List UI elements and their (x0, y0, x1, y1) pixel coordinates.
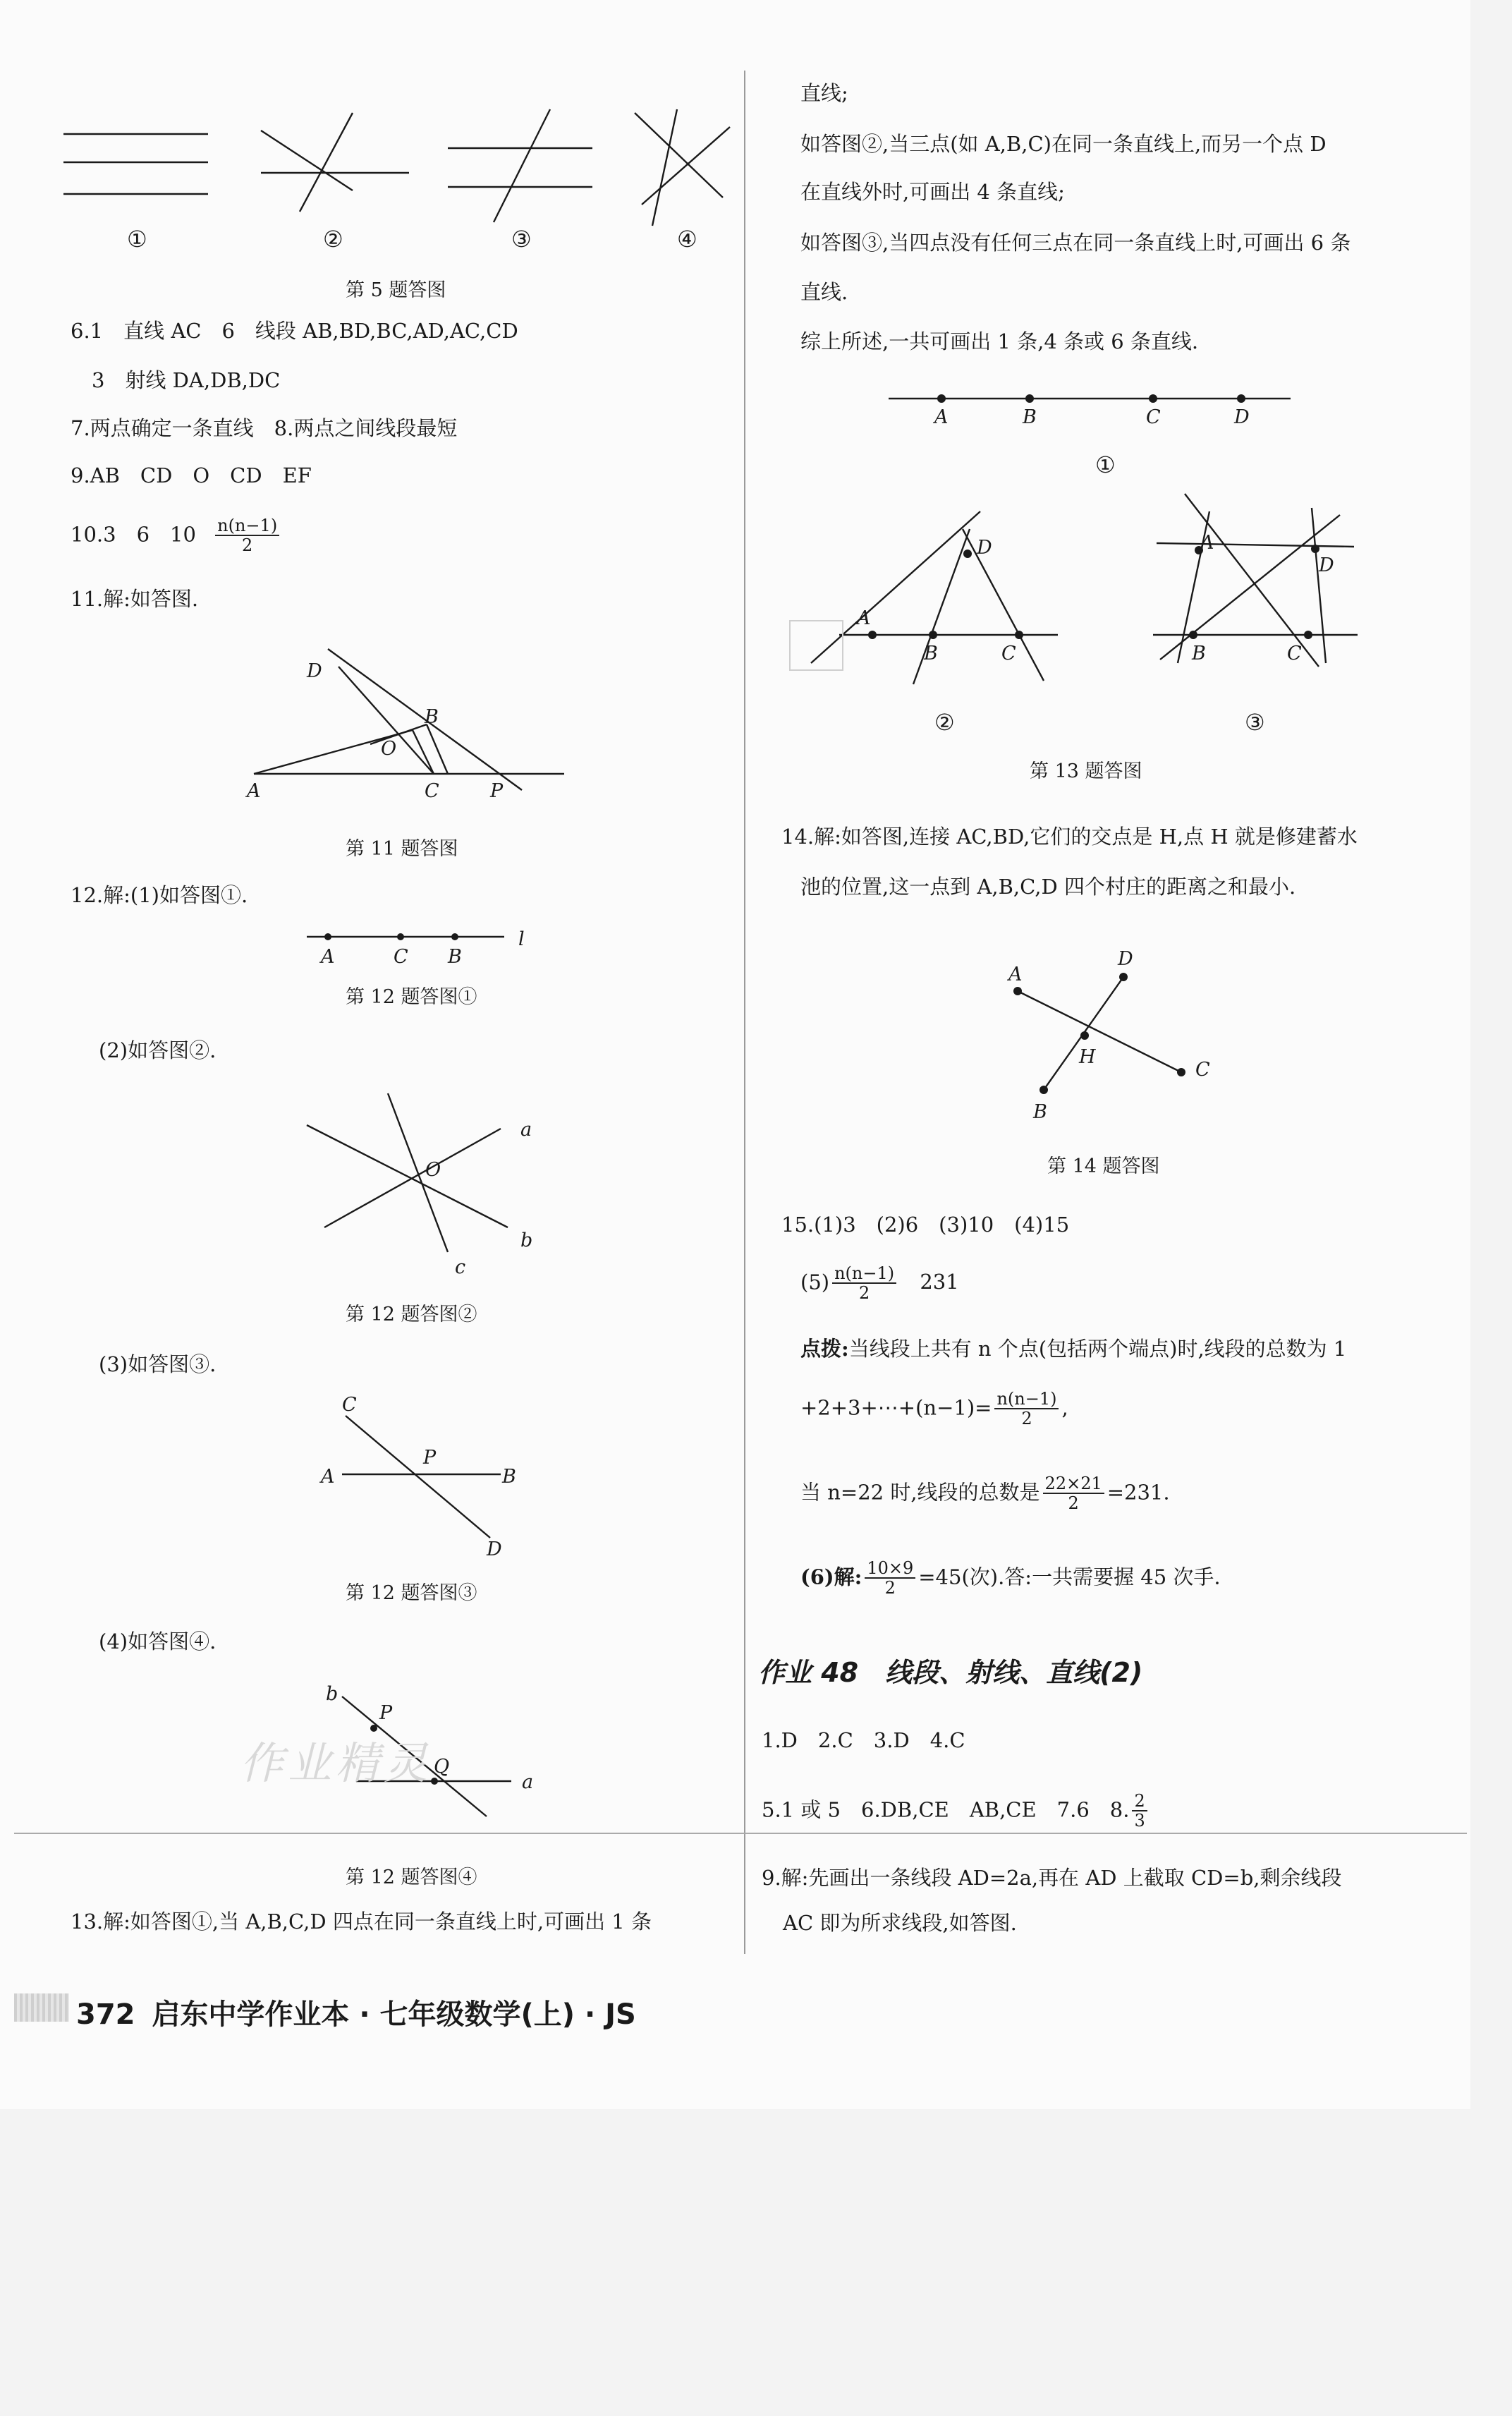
page-footer (76, 1992, 636, 2032)
fig13-2-point-B: B (924, 643, 938, 664)
tip-fraction-1: $\frac{n(n-1)}{2}$ (994, 1390, 1059, 1428)
q9-line1: 9.解:先画出一条线段 AD=2a,再在 AD 上截取 CD=b,剩余线段 (762, 1866, 1342, 1890)
q15-6: (6)解: $\frac{10\times 9}{2}$ =45(次).答:一共需要握 45 次手. (800, 1558, 1221, 1598)
fig14-point-C: C (1195, 1059, 1210, 1081)
fig11-point-A: A (247, 780, 261, 802)
stamp-icon (790, 621, 843, 670)
q12-3: (3)如答图③. (99, 1352, 217, 1376)
figure-12-1 (296, 924, 536, 966)
q13-line6: 综上所述,一共可画出 1 条,4 条或 6 条直线. (800, 329, 1199, 353)
q10 (71, 516, 282, 555)
fig13-1-point-D: D (1234, 406, 1250, 428)
answers-1-4: 1.D 2.C 3.D 4.C (762, 1728, 965, 1752)
homework-48-title: 作业 48 线段、射线、直线(2) (758, 1657, 1143, 1688)
tip-line3: 当 n=22 时,线段的总数是 $\frac{22\times 21}{2}$ =231. (800, 1474, 1170, 1514)
fig12-1-point-C: C (394, 946, 408, 968)
q13-line1: 直线; (800, 81, 848, 105)
q12-2: (2)如答图②. (99, 1038, 217, 1062)
answer-8-fraction: $\frac{2}{3}$ (1132, 1792, 1147, 1831)
fig12-2-line-c: c (455, 1256, 466, 1278)
tip-line1: 点拨:当线段上共有 n 个点(包括两个端点)时,线段的总数为 1 (800, 1337, 1347, 1361)
fig13-label-3: ③ (1245, 709, 1265, 736)
fig13-2-point-A: A (857, 607, 871, 629)
q13-line4: 如答图③,当四点没有任何三点在同一条直线上时,可画出 6 条 (800, 231, 1351, 255)
fig12-3-caption: 第 12 题答图③ (346, 1582, 477, 1604)
q6-line1: 6.1 直线 AC 6 线段 AB,BD,BC,AD,AC,CD (71, 319, 518, 343)
q12-1: 12.解:(1)如答图①. (71, 883, 248, 907)
figure-13-1 (885, 384, 1294, 480)
fig12-4-line-a: a (522, 1771, 534, 1793)
fig12-3-point-D: D (487, 1538, 502, 1560)
fig12-2-point-O: O (425, 1159, 441, 1181)
fig12-1-line-l: l (518, 928, 525, 950)
fig5-label-3: ③ (511, 226, 532, 253)
fig12-4-line-b: b (326, 1683, 339, 1705)
fig13-2-point-D: D (977, 537, 992, 559)
q13-line3: 在直线外时,可画出 4 条直线; (800, 180, 1065, 204)
figure-5 (56, 106, 733, 254)
q13-line2: 如答图②,当三点(如 A,B,C)在同一条直线上,而另一个点 D (800, 132, 1327, 156)
fig11-point-P: P (490, 780, 504, 802)
footer-bar (14, 1993, 69, 2022)
q14-line2: 池的位置,这一点到 A,B,C,D 四个村庄的距离之和最小. (800, 875, 1296, 899)
answers-5-8: 5.1 或 5 6.DB,CE AB,CE 7.6 8. $\frac{2}{3}$ (762, 1792, 1150, 1831)
q6-line2: 3 射线 DA,DB,DC (92, 368, 281, 392)
fig12-4-caption: 第 12 题答图④ (346, 1866, 477, 1888)
fig14-point-H: H (1079, 1046, 1096, 1068)
figure-13-3 (1142, 487, 1396, 741)
page-fold-line (14, 1833, 1467, 1834)
q15-line1: 15.(1)3 (2)6 (3)10 (4)15 (781, 1213, 1070, 1237)
book-title: 启东中学作业本 · 七年级数学(上) · JS (152, 1998, 636, 2031)
tip-line2: +2+3+⋯+(n−1)= $\frac{n(n-1)}{2}$ , (800, 1389, 1068, 1429)
fig12-3-point-P: P (423, 1447, 437, 1469)
q12-4: (4)如答图④. (99, 1629, 217, 1653)
fig5-label-2: ② (323, 226, 343, 253)
figure-13-2 (776, 501, 1072, 741)
q7: 7.两点确定一条直线 8.两点之间线段最短 (71, 416, 458, 440)
fig14-point-B: B (1033, 1101, 1047, 1123)
figure-11 (240, 645, 578, 815)
fig13-label-1: ① (1095, 451, 1116, 478)
figure-14 (994, 945, 1227, 1122)
fig12-4-point-P: P (379, 1702, 393, 1724)
q9: 9.AB CD O CD EF (71, 463, 312, 487)
q13-line5: 直线. (800, 280, 848, 304)
q15-6-fraction: $\frac{10\times 9}{2}$ (865, 1559, 915, 1598)
fig12-3-point-B: B (502, 1466, 516, 1488)
fig14-point-D: D (1118, 948, 1133, 970)
fig13-3-point-D: D (1319, 554, 1334, 576)
tip-fraction-2: $\frac{22\times 21}{2}$ (1043, 1474, 1104, 1513)
q11: 11.解:如答图. (71, 587, 199, 611)
fig12-2-line-b: b (520, 1230, 533, 1251)
fig12-1-point-B: B (448, 946, 462, 968)
fig13-2-point-C: C (1001, 643, 1016, 664)
column-divider (744, 71, 745, 1954)
fig13-3-point-A: A (1200, 532, 1214, 554)
fig12-4-point-Q: Q (434, 1756, 450, 1778)
fig13-3-point-C: C (1287, 643, 1302, 664)
fig12-1-point-A: A (321, 946, 335, 968)
fig5-caption: 第 5 题答图 (346, 279, 446, 301)
fig12-2-line-a: a (520, 1119, 532, 1141)
q13-start: 13.解:如答图①,当 A,B,C,D 四点在同一条直线上时,可画出 1 条 (71, 1910, 652, 1934)
q15-5: (5) $\frac{n(n-1)}{2}$ 231 (800, 1263, 959, 1304)
figure-12-2 (296, 1083, 550, 1277)
fig11-caption: 第 11 题答图 (346, 838, 458, 860)
fig14-caption: 第 14 题答图 (1047, 1155, 1160, 1177)
fig14-point-A: A (1008, 964, 1023, 985)
fig13-1-point-B: B (1023, 406, 1037, 428)
q10-fraction: $\frac{n(n-1)}{2}$ (215, 516, 279, 555)
page-number: 372 (76, 1998, 135, 2031)
fig13-label-2: ② (934, 709, 955, 736)
fig11-point-D: D (307, 660, 322, 682)
fig13-1-point-C: C (1146, 406, 1161, 428)
fig12-3-point-C: C (342, 1394, 357, 1416)
fig12-1-caption: 第 12 题答图① (346, 986, 477, 1008)
fig13-1-point-A: A (934, 406, 949, 428)
fig11-point-O: O (381, 738, 397, 760)
q9-line2: AC 即为所求线段,如答图. (783, 1911, 1017, 1935)
fig5-label-4: ④ (677, 226, 697, 253)
fig11-point-C: C (425, 780, 439, 802)
figure-12-3 (310, 1393, 543, 1559)
q10-prefix: 10.3 6 10 (71, 522, 196, 547)
fig12-2-caption: 第 12 题答图② (346, 1304, 477, 1325)
fig13-3-point-B: B (1192, 643, 1206, 664)
q14-line1: 14.解:如答图,连接 AC,BD,它们的交点是 H,点 H 就是修建蓄水 (781, 825, 1358, 849)
fig13-caption: 第 13 题答图 (1030, 760, 1142, 782)
fig11-point-B: B (425, 706, 439, 728)
q15-5-fraction: $\frac{n(n-1)}{2}$ (832, 1264, 896, 1303)
fig5-label-1: ① (127, 226, 147, 253)
watermark: 作业精灵 (240, 1737, 432, 1789)
fig12-3-point-A: A (321, 1466, 335, 1488)
